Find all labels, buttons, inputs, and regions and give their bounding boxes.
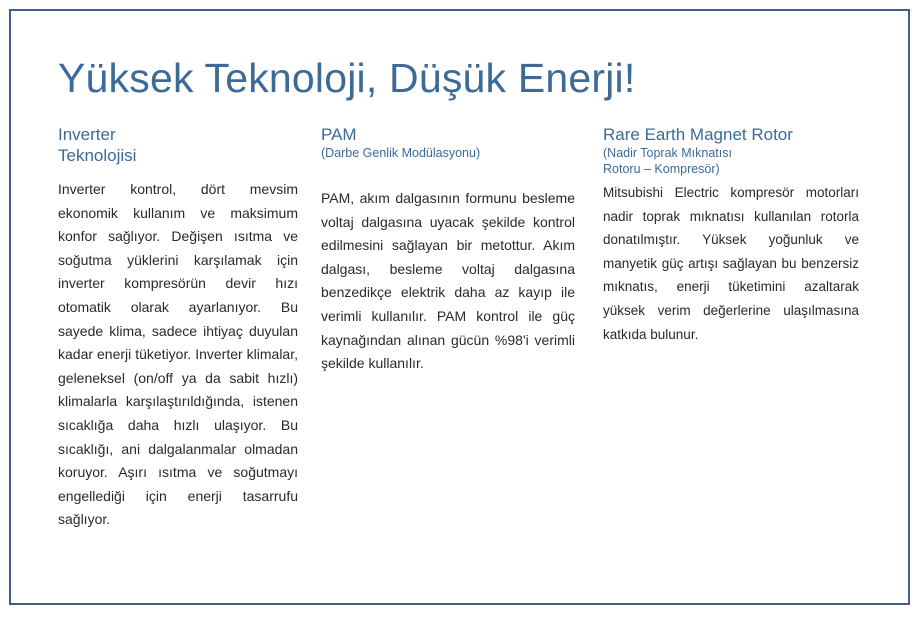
- column-subheading: (Darbe Genlik Modülasyonu): [321, 146, 481, 160]
- column-pam: [321, 124, 575, 376]
- column-body: Mitsubishi Electric kompresör motorları nadir toprak mıknatısı kullanılan rotorla donatılmıştır. Yüksek yoğunluk ve manyetik güç artışı sağlayan bu benzersiz mıknatıs, enerji tüketimini azaltarak yüksek verim değerlerine ulaşılmasına katkıda bulunur.: [603, 185, 859, 342]
- column-body: Inverter kontrol, dört mevsim ekonomik kullanım ve maksimum konfor sağlıyor. Değişen ısıtma ve soğutma yüklerini karşılamak için inverter kompresörün devir hızı otomatik olarak ayarlanıyor. Bu sayede klima, sadece ihtiyaç duyulan kadar enerji tüketiyor. Inverter klimalar, geleneksel (on/off ya da sabit hızlı) klimalarla karşılaştırıldığında, istenen sıcaklığa daha hızlı ulaşıyor. Bu sıcaklığı, ani dalgalanmalar olmadan koruyor. Aşırı ısıtma ve soğutmayı engellediği için enerji tasarrufu sağlıyor.: [58, 181, 298, 528]
- column-heading: PAM: [321, 125, 357, 144]
- column-heading: Rare Earth Magnet Rotor: [603, 125, 793, 144]
- column-body: PAM, akım dalgasının formunu besleme voltaj dalgasına uyacak şekilde kontrol edilmesini sağlayan bir metottur. Akım dalgası, besleme voltaj dalgasına benzedikçe elektrik daha az kayıp ile verimli kullanılır. PAM kontrol ile güç kaynağından alınan gücün %98'i verimli şekilde kullanılır.: [321, 190, 575, 372]
- subheading-line-2: Rotoru – Kompresör): [603, 162, 720, 176]
- column-subheading: [603, 145, 859, 177]
- page-title: Yüksek Teknoloji, Düşük Enerji!: [58, 55, 636, 101]
- column-heading: [58, 124, 298, 166]
- heading-line-1: Inverter: [58, 125, 116, 144]
- column-inverter: [58, 124, 298, 532]
- subheading-line-1: (Nadir Toprak Mıknatısı: [603, 146, 732, 160]
- column-rare-earth: [603, 124, 859, 346]
- heading-line-2: Teknolojisi: [58, 146, 137, 165]
